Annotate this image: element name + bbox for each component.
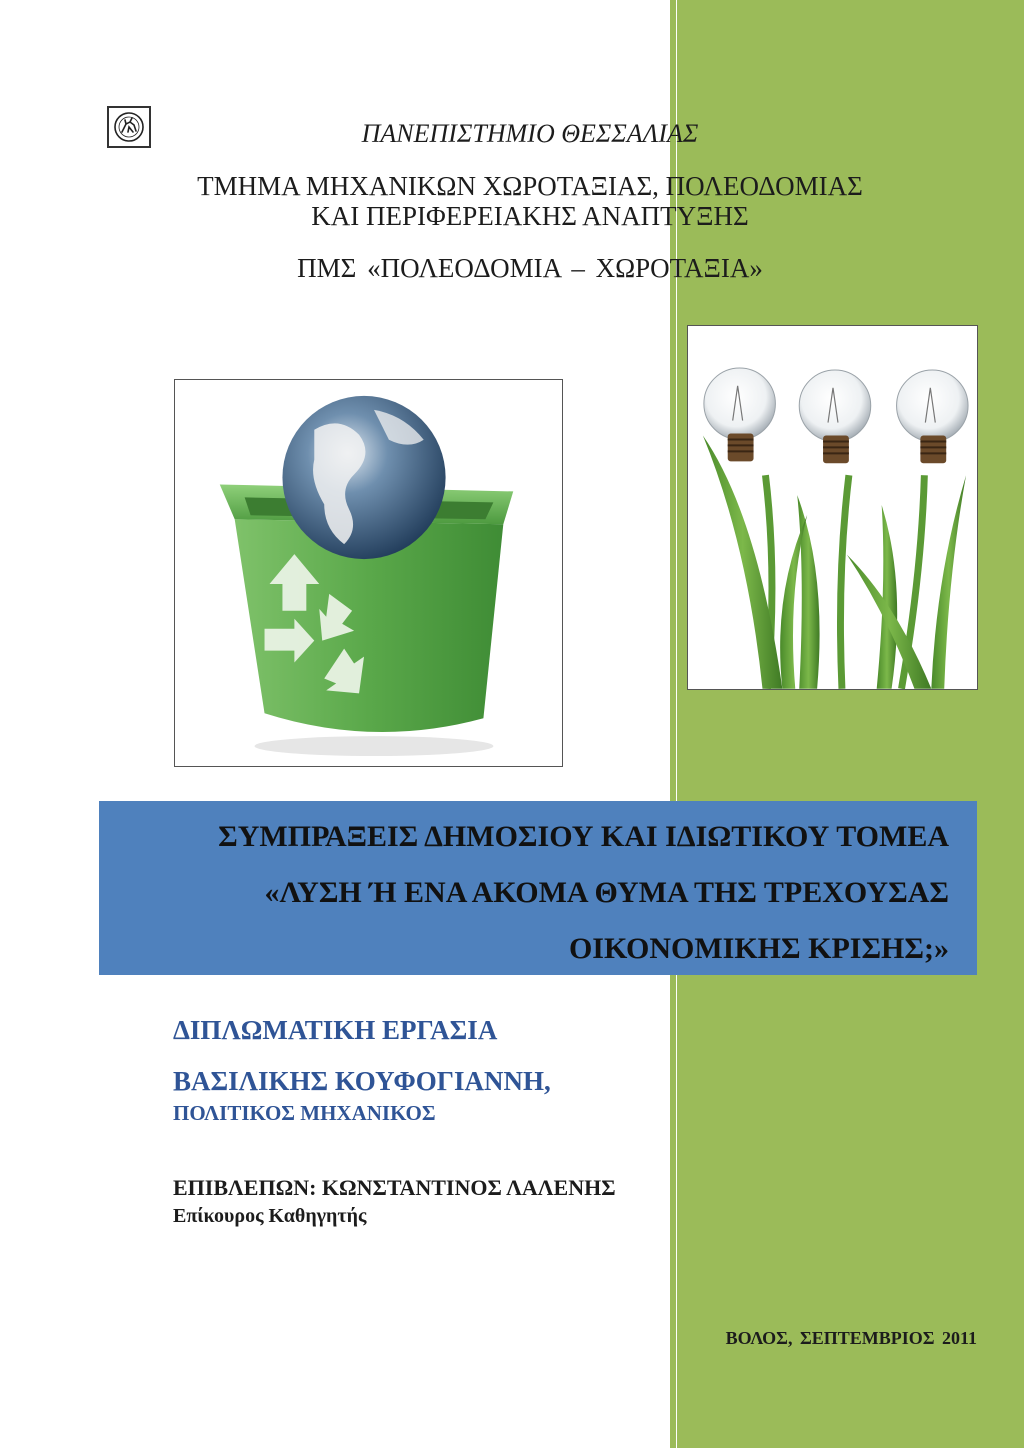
thesis-title-line2: «ΛΥΣΗ Ή ΕΝΑ ΑΚΟΜΑ ΘΥΜΑ ΤΗΣ ΤΡΕΧΟΥΣΑΣ [264, 876, 949, 909]
program-name: ΠΜΣ «ΠΟΛΕΟΔΟΜΙΑ – ΧΩΡΟΤΑΞΙΑ» [297, 253, 763, 283]
department-name-line1: ΤΜΗΜΑ ΜΗΧΑΝΙΚΩΝ ΧΩΡΟΤΑΞΙΑΣ, ΠΟΛΕΟΔΟΜΙΑΣ [197, 171, 863, 201]
department-name-line2: ΚΑΙ ΠΕΡΙΦΕΡΕΙΑΚΗΣ ΑΝΑΠΤΥΞΗΣ [311, 201, 749, 231]
recycle-bin-globe-photo [174, 379, 563, 767]
supervisor-title: Επίκουρος Καθηγητής [173, 1205, 367, 1227]
thesis-title-line1: ΣΥΜΠΡΑΞΕΙΣ ΔΗΜΟΣΙΟΥ ΚΑΙ ΙΔΙΩΤΙΚΟΥ ΤΟΜΕΑ [218, 820, 949, 853]
thesis-title-box [99, 801, 977, 975]
thesis-type: ΔΙΠΛΩΜΑΤΙΚΗ ΕΡΓΑΣΙΑ [173, 1015, 498, 1045]
author-name: ΒΑΣΙΛΙΚΗΣ ΚΟΥΦΟΓΙΑΝΝΗ, [173, 1066, 551, 1096]
lightbulb-tulips-photo [687, 325, 978, 690]
university-name: ΠΑΝΕΠΙΣΤΗΜΙΟ ΘΕΣΣΑΛΙΑΣ [361, 119, 699, 148]
place-date: ΒΟΛΟΣ, ΣΕΠΤΕΜΒΡΙΟΣ 2011 [725, 1328, 977, 1348]
supervisor-name: ΕΠΙΒΛΕΠΩΝ: ΚΩΝΣΤΑΝΤΙΝΟΣ ΛΑΛΕΝΗΣ [173, 1175, 616, 1200]
thesis-title-line3: ΟΙΚΟΝΟΜΙΚΗΣ ΚΡΙΣΗΣ;» [568, 932, 949, 965]
author-profession: ΠΟΛΙΤΙΚΟΣ ΜΗΧΑΝΙΚΟΣ [173, 1101, 436, 1125]
